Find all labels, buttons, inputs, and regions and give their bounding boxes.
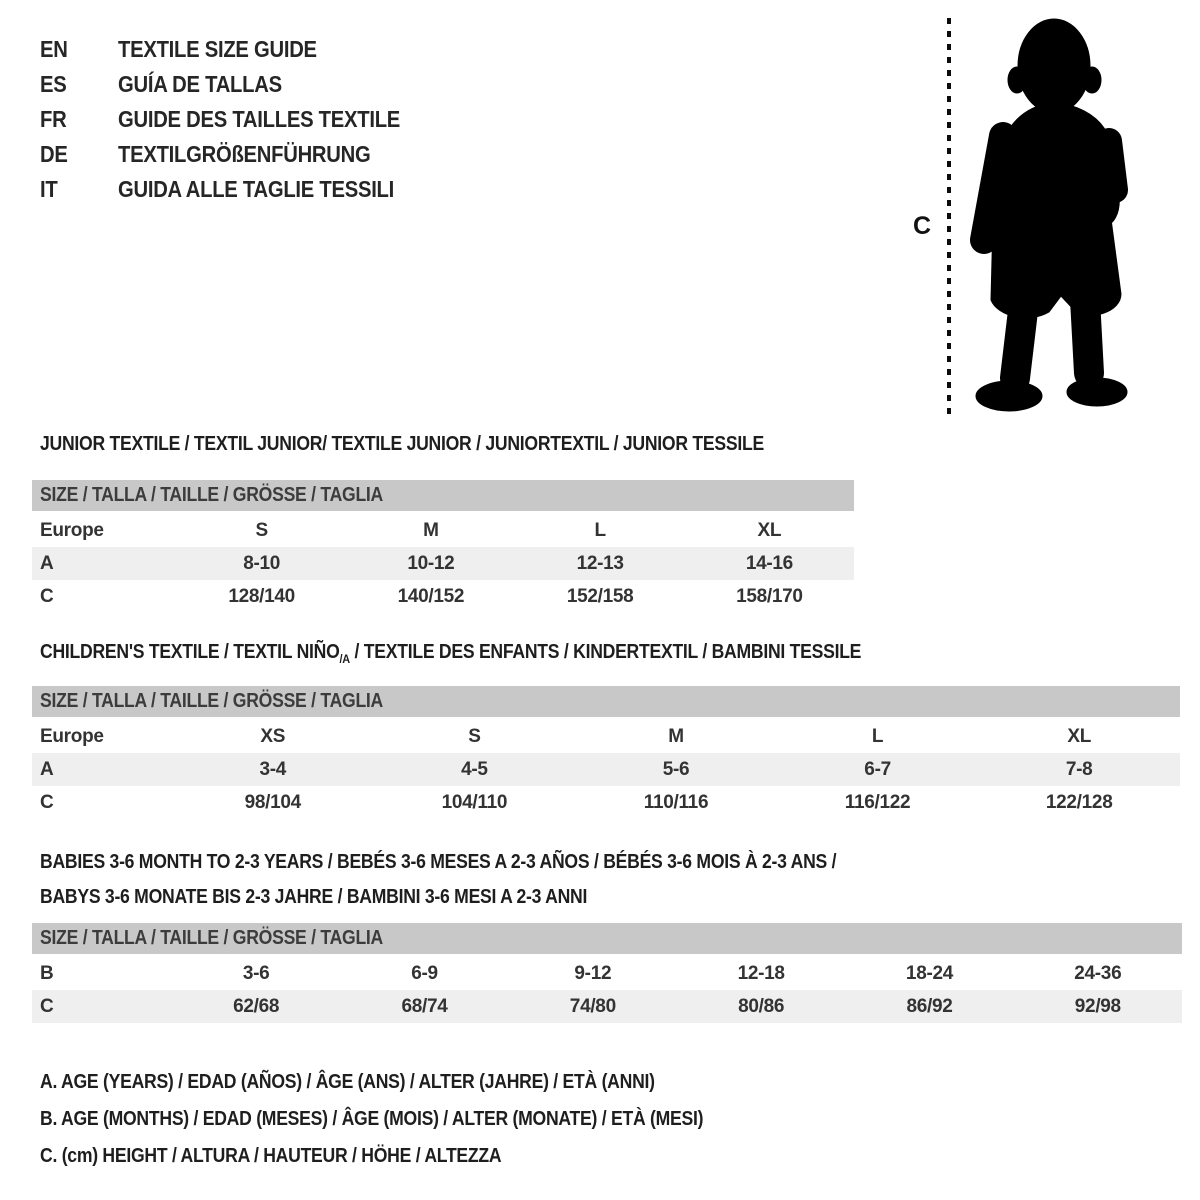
junior-size-table [32,480,854,613]
age-cell: 24-36 [1074,962,1122,984]
junior-section-heading [40,433,863,456]
lang-title [118,106,439,133]
size-header-bar [32,923,1182,954]
legend-line-b-text: B. AGE (MONTHS) / EDAD (MESES) / ÂGE (MOIS) / ALTER (MONATE) / ETÀ (MESI) [40,1108,704,1130]
legend-line-a [40,1064,794,1101]
lang-title [118,176,432,203]
lang-code-text: ES [40,71,67,97]
legend-line-b [40,1101,794,1138]
size-cell: L [594,519,606,541]
lang-title-text: GUIDE DES TAILLES TEXTILE [118,106,401,132]
lang-row-de [40,137,439,172]
babies-size-table [32,923,1182,1023]
legend-line-a-text: A. AGE (YEARS) / EDAD (AÑOS) / ÂGE (ANS) / ALTER (JAHRE) / ETÀ (ANNI) [40,1071,655,1093]
lang-title [118,36,344,63]
height-cell: 152/158 [566,585,634,607]
height-cell: 110/116 [643,791,709,813]
age-cell: 3-6 [242,962,270,984]
size-header-bar [32,480,854,511]
age-cell: 3-4 [259,758,287,780]
size-cell: M [668,725,684,747]
size-header-label: SIZE / TALLA / TAILLE / GRÖSSE / TAGLIA [40,484,384,506]
height-cell: 116/122 [844,791,911,813]
age-cell: 8-10 [243,552,281,574]
size-cell: M [423,519,439,541]
lang-row-es [40,67,439,102]
age-cell: 10-12 [407,552,455,574]
table-row-age [32,753,1180,786]
age-cell: 4-5 [461,758,488,780]
height-cell: 86/92 [906,995,953,1017]
age-cell: 18-24 [905,962,954,984]
babies-heading-line1: BABIES 3-6 MONTH TO 2-3 YEARS / BEBÉS 3-6 MESES A 2-3 AÑOS / BÉBÉS 3-6 MOIS À 2-3 ANS / [40,851,837,873]
row-label: A [40,758,54,780]
table-row-age [32,547,854,580]
row-label: A [40,552,54,574]
lang-row-it [40,172,439,207]
row-label: C [40,585,54,607]
height-dashed-line [944,16,954,418]
lang-row-en [40,32,439,67]
babies-heading-line2: BABYS 3-6 MONATE BIS 2-3 JAHRE / BAMBINI 3-6 MESI A 2-3 ANNI [40,886,588,908]
lang-title [118,141,405,168]
lang-code-text: DE [40,141,68,167]
age-cell: 9-12 [574,962,612,984]
legend-line-c-text: C. (cm) HEIGHT / ALTURA / HAUTEUR / HÖHE / ALTEZZA [40,1145,502,1167]
row-label: C [40,995,54,1017]
lang-title-text: TEXTILE SIZE GUIDE [118,36,317,62]
language-title-block [40,32,439,207]
lang-title-text: GUÍA DE TALLAS [118,71,282,97]
children-heading-sub: /A [339,652,350,666]
age-cell: 6-9 [411,962,438,984]
height-cell: 92/98 [1074,995,1121,1017]
lang-title-text: GUIDA ALLE TAGLIE TESSILI [118,176,395,202]
size-cell: S [468,725,481,747]
table-row-europe [32,514,854,547]
height-cell: 104/110 [441,791,508,813]
size-cell: L [871,725,884,747]
height-cell: 158/170 [736,585,803,607]
age-cell: 12-18 [737,962,785,984]
height-cell: 74/80 [569,995,616,1017]
lang-code [40,106,118,133]
height-cell: 62/68 [233,995,280,1017]
measure-label-c: C [913,212,932,240]
children-heading-text [40,641,861,666]
size-cell: S [255,519,268,541]
legend [40,1064,794,1175]
height-cell: 98/104 [244,791,301,813]
size-header-label: SIZE / TALLA / TAILLE / GRÖSSE / TAGLIA [40,927,384,949]
age-cell: 14-16 [745,552,793,574]
legend-line-c [40,1138,794,1175]
lang-code [40,141,118,168]
lang-code-text: FR [40,106,67,132]
age-cell: 7-8 [1065,758,1093,780]
lang-code-text: IT [40,176,58,202]
age-cell: 6-7 [864,758,891,780]
row-label: Europe [40,519,104,541]
height-cell: 68/74 [401,995,448,1017]
lang-code [40,36,118,63]
children-size-table [32,686,1180,819]
size-cell: XL [1067,725,1092,747]
lang-title-text: TEXTILGRÖßENFÜHRUNG [118,141,371,167]
baby-silhouette [963,14,1138,419]
height-cell: 140/152 [397,585,465,607]
table-row-height [32,580,854,613]
height-cell: 122/128 [1045,791,1113,813]
size-header-label: SIZE / TALLA / TAILLE / GRÖSSE / TAGLIA [40,690,384,712]
age-cell: 12-13 [576,552,624,574]
row-label: B [40,962,54,984]
table-row-age-months [32,957,1182,990]
age-cell: 5-6 [662,758,690,780]
table-row-europe [32,720,1180,753]
children-section-heading [40,641,973,666]
table-row-height [32,786,1180,819]
children-heading-pre: CHILDREN'S TEXTILE / TEXTIL NIÑO [40,641,340,663]
size-cell: XS [260,725,286,747]
row-label: Europe [40,725,104,747]
size-header-bar [32,686,1180,717]
lang-row-fr [40,102,439,137]
children-heading-post: / TEXTILE DES ENFANTS / KINDERTEXTIL / BAMBINI TESSILE [349,641,862,663]
height-cell: 80/86 [738,995,785,1017]
babies-section-heading [40,845,945,915]
row-label: C [40,791,54,813]
height-cell: 128/140 [228,585,295,607]
lang-code-text: EN [40,36,68,62]
lang-title [118,71,304,98]
table-row-height [32,990,1182,1023]
lang-code [40,71,118,98]
size-cell: XL [757,519,782,541]
lang-code [40,176,118,203]
junior-heading-text: JUNIOR TEXTILE / TEXTIL JUNIOR/ TEXTILE JUNIOR / JUNIORTEXTIL / JUNIOR TESSILE [40,433,764,455]
